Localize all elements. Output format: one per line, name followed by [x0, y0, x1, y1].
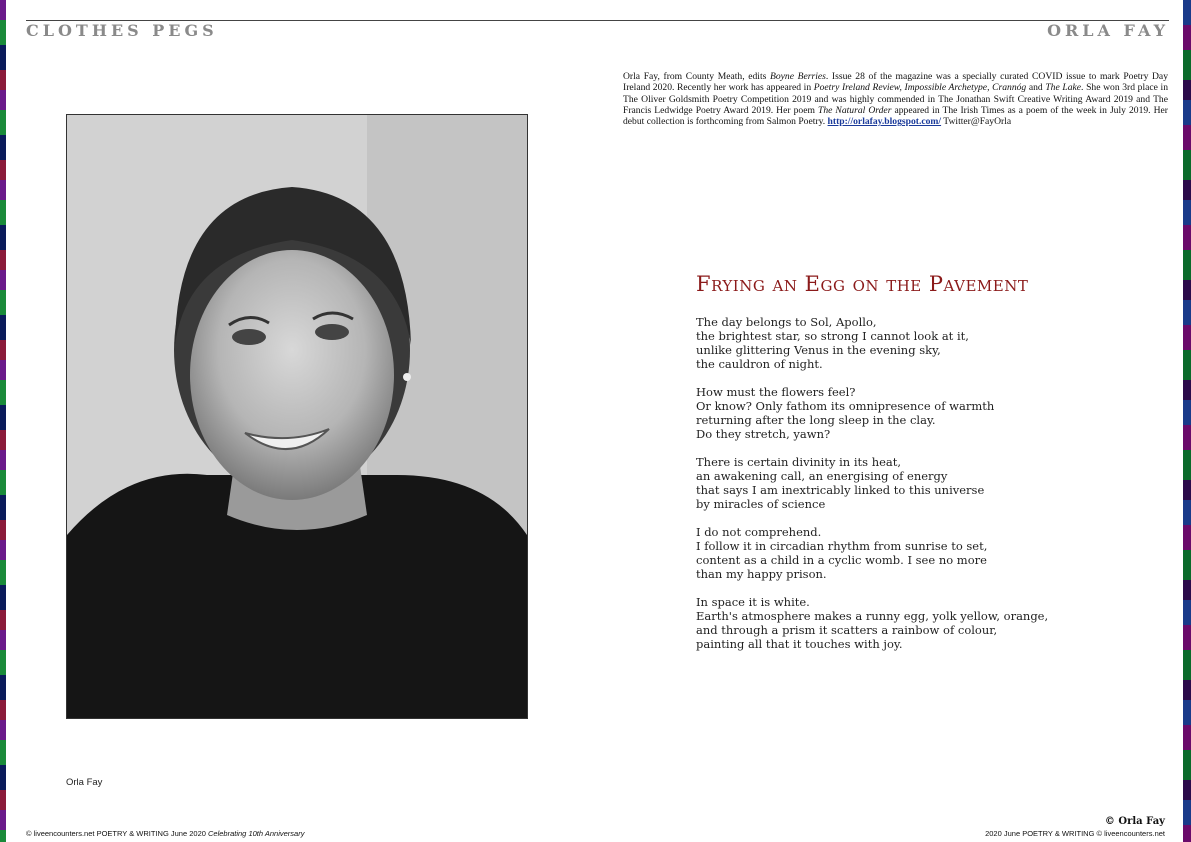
- magazine-page: [6, 0, 1183, 842]
- blog-link[interactable]: http://orlafay.blogspot.com/: [827, 116, 942, 128]
- poem-line: painting all that it touches with joy.: [696, 637, 903, 651]
- poem-line: I do not comprehend.: [696, 525, 822, 539]
- footer-left: [26, 829, 304, 838]
- bio-text: and: [1026, 82, 1046, 94]
- poem-stanza: [696, 315, 969, 371]
- copyright: © Orla Fay: [1104, 816, 1165, 827]
- poem-line: content as a child in a cyclic womb. I see no more: [696, 553, 987, 567]
- bio-text: appeared in The Irish Times as a poem of the week in July 2019. Her debut collection is forthcoming from Salmon Poetry.: [623, 104, 1169, 128]
- poem-line: the cauldron of night.: [696, 357, 823, 371]
- poem-line: Earth's atmosphere makes a runny egg, yolk yellow, orange,: [696, 609, 1049, 623]
- poem-line: the brightest star, so strong I cannot look at it,: [696, 329, 969, 343]
- author-portrait: [66, 114, 528, 719]
- decorative-border-right: [1183, 0, 1191, 842]
- poem-stanza: [696, 595, 1048, 651]
- poem-line: Do they stretch, yawn?: [696, 427, 831, 441]
- poem-line: In space it is white.: [696, 595, 810, 609]
- bio-italic: The Natural Order: [817, 104, 892, 116]
- footer-right: 2020 June POETRY & WRITING © liveencounters.net: [985, 829, 1165, 838]
- portrait-image: [67, 115, 527, 718]
- bio-italic: Boyne Berries: [770, 71, 826, 82]
- author-bio: [623, 71, 1168, 127]
- poem-line: There is certain divinity in its heat,: [696, 455, 902, 469]
- poem-stanza: [696, 455, 984, 511]
- poem-line: an awakening call, an energising of energy: [696, 469, 948, 483]
- poem-line: Or know? Only fathom its omnipresence of warmth: [696, 399, 995, 413]
- poem-line: unlike glittering Venus in the evening sky,: [696, 343, 941, 357]
- twitter-handle: Twitter@FayOrla: [941, 116, 1012, 128]
- photo-caption: Orla Fay: [66, 777, 103, 788]
- bio-italic: Poetry Ireland Review, Impossible Archetype, Crannóg: [813, 82, 1027, 94]
- poem-line: and through a prism it scatters a rainbow of colour,: [696, 623, 998, 637]
- bio-text: . She won 3rd place in The Oliver Goldsmith Poetry Competition 2019 and was highly commended in The Jonathan Swift Creative Writing Award 2019 and The Francis Ledwidge Poetry Award 2019. Her poem: [623, 82, 1168, 116]
- footer-left-text: © liveencounters.net POETRY & WRITING June 2020: [26, 829, 208, 838]
- bio-italic: The Lake: [1045, 82, 1082, 94]
- section-title: CLOTHES PEGS: [26, 21, 218, 40]
- poem-line: I follow it in circadian rhythm from sunrise to set,: [696, 539, 988, 553]
- poem-line: The day belongs to Sol, Apollo,: [696, 315, 877, 329]
- poem-stanza: [696, 385, 994, 441]
- poem-stanza: [696, 525, 987, 581]
- footer-left-anniversary: Celebrating 10th Anniversary: [208, 829, 305, 838]
- poem-title: Frying an Egg on the Pavement: [696, 272, 1029, 296]
- poem-line: than my happy prison.: [696, 567, 827, 581]
- poem-line: that says I am inextricably linked to this universe: [696, 483, 985, 497]
- poem-line: How must the flowers feel?: [696, 385, 856, 399]
- poem-line: returning after the long sleep in the clay.: [696, 413, 936, 427]
- bio-text: . Issue 28 of the magazine was a specially curated COVID issue to mark Poetry Day Ireland 2020. Recently her work has appeared in: [623, 71, 1168, 94]
- bio-text: Orla Fay, from County Meath, edits: [623, 71, 771, 82]
- poem-line: by miracles of science: [696, 497, 826, 511]
- author-header: ORLA FAY: [1047, 21, 1169, 40]
